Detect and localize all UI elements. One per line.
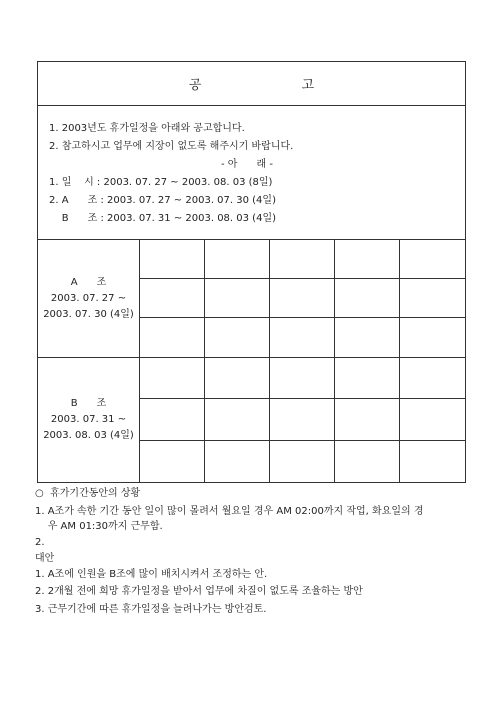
group-a-line: 2. A 조 : 2003. 07. 27 ~ 2003. 07. 30 (4일) — [49, 195, 276, 206]
group-a-grid — [140, 240, 465, 357]
grid-cell — [205, 240, 270, 279]
group-b-end: 2003. 08. 03 (4일) — [43, 430, 134, 441]
alternative-item-1: 1. A조에 인원을 B조에 많이 배치시켜서 조정하는 안. — [35, 569, 268, 580]
group-a-end: 2003. 07. 30 (4일) — [43, 308, 134, 320]
alternative-item-3: 3. 근무기간에 따른 휴가일정을 늘려나가는 방안검토. — [35, 604, 267, 615]
grid-cell — [400, 358, 465, 399]
situation-item-2: 2. — [35, 537, 45, 548]
alternatives-header: 대안 — [35, 553, 55, 564]
grid-cell — [400, 240, 465, 279]
date-line: 1. 일 시 : 2003. 07. 27 ~ 2003. 08. 03 (8일) — [49, 177, 273, 188]
grid-cell — [270, 441, 335, 482]
grid-cell — [270, 358, 335, 399]
below-header: - 아 래 - — [221, 159, 273, 170]
page-title: 공 고 — [188, 78, 363, 93]
grid-cell — [140, 279, 205, 318]
grid-cell — [140, 318, 205, 357]
grid-cell — [140, 358, 205, 399]
grid-cell — [140, 441, 205, 482]
group-b-start: 2003. 07. 31 ~ — [50, 414, 127, 425]
notice-frame — [37, 61, 466, 483]
alternative-item-2: 2. 2개월 전에 희망 휴가일정을 받아서 업무에 차질이 없도록 조율하는 방안 — [35, 586, 363, 597]
grid-cell — [205, 358, 270, 399]
situation-item-1-line-2: 우 AM 01:30까지 근무함. — [35, 521, 163, 532]
grid-cell — [205, 279, 270, 318]
notice-line-2: 2. 참고하시고 업무에 지장이 없도록 해주시기 바랍니다. — [49, 141, 294, 152]
grid-cell — [335, 279, 400, 318]
grid-cell — [335, 441, 400, 482]
group-b-line: B 조 : 2003. 07. 31 ~ 2003. 08. 03 (4일) — [49, 213, 277, 224]
group-b-label — [38, 358, 140, 482]
situation-item-1-line-1: 1. A조가 속한 기간 동안 일이 많이 몰려서 월요일 경우 AM 02:00까지 작업, 화요일의 경 — [35, 506, 424, 517]
grid-cell — [335, 399, 400, 440]
grid-cell — [400, 279, 465, 318]
situation-header: ○ 휴가기간동안의 상황 — [35, 488, 141, 499]
title-row — [38, 62, 465, 106]
group-b-name: B 조 — [70, 398, 107, 409]
notice-body — [38, 106, 465, 240]
group-b-block — [38, 358, 465, 482]
grid-cell — [400, 318, 465, 357]
grid-cell — [270, 318, 335, 357]
group-b-grid — [140, 358, 465, 482]
grid-cell — [140, 240, 205, 279]
group-a-block — [38, 240, 465, 358]
grid-cell — [335, 358, 400, 399]
grid-cell — [270, 240, 335, 279]
grid-cell — [270, 399, 335, 440]
group-a-name: A 조 — [70, 276, 107, 288]
grid-cell — [270, 279, 335, 318]
grid-cell — [400, 399, 465, 440]
grid-cell — [205, 441, 270, 482]
grid-cell — [205, 318, 270, 357]
grid-cell — [400, 441, 465, 482]
notice-line-1: 1. 2003년도 휴가일정을 아래와 공고합니다. — [49, 123, 245, 134]
group-a-label — [38, 240, 140, 357]
grid-cell — [140, 399, 205, 440]
grid-cell — [335, 240, 400, 279]
group-a-start: 2003. 07. 27 ~ — [50, 292, 127, 304]
grid-cell — [205, 399, 270, 440]
grid-cell — [335, 318, 400, 357]
